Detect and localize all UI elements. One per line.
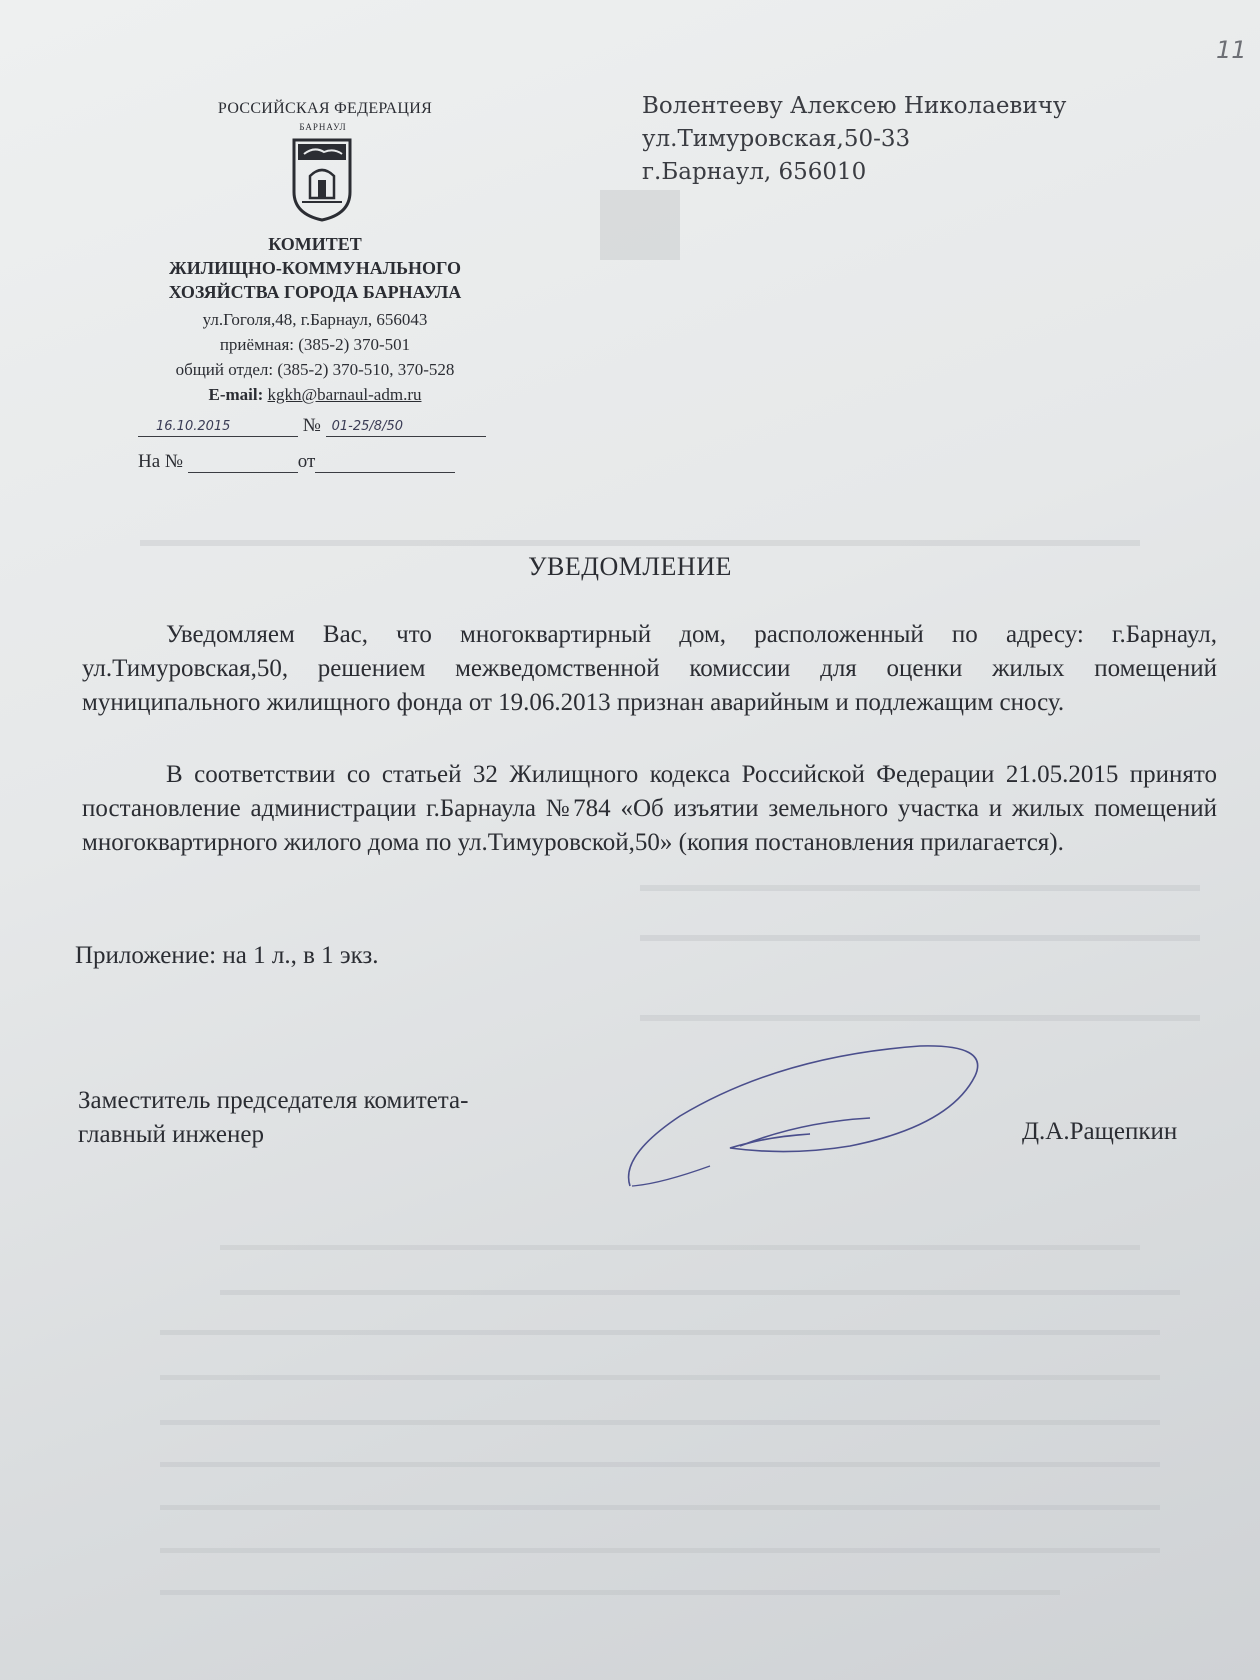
notice-paragraph-2: В соответствии со статьей 32 Жилищного кодекса Российской Федерации 21.05.2015 принято постановление администрации г.Барнаула №784 «Об изъятии земельного участка и жилых помещений многоквартирного жилого дома по ул.Тимуровской,50» (копия постановления прилагается). xyxy=(82,761,1217,856)
position-line-2: главный инженер xyxy=(78,1121,264,1148)
org-line-1: КОМИТЕТ xyxy=(268,234,362,254)
position-line-1: Заместитель председателя комитета- xyxy=(78,1087,469,1114)
coat-of-arms-label: БАРНАУЛ xyxy=(299,122,347,132)
signatory-name: Д.А.Ращепкин xyxy=(1022,1118,1178,1145)
letterhead-country: РОССИЙСКАЯ ФЕДЕРАЦИЯ xyxy=(217,100,433,117)
reply-from: от xyxy=(297,451,316,472)
number-field xyxy=(326,414,486,437)
outgoing-reference xyxy=(138,414,486,437)
date-field xyxy=(138,414,298,437)
notice-paragraph-1: Уведомляем Вас, что многоквартирный дом, расположенный по адресу: г.Барнаул, ул.Тимуровская,50, решением межведомственной комиссии для оценки жилых помещений муниципального жилищного фонда от 19.06.2013 признан аварийным и подлежащим сносу. xyxy=(82,621,1217,716)
number-handwritten: 01-25/8/50 xyxy=(331,419,403,434)
recipient-name: Волентееву Алексею Николаевичу xyxy=(642,93,1067,119)
reply-reference xyxy=(138,450,455,473)
coat-of-arms-icon xyxy=(290,136,354,222)
appendix-note: Приложение: на 1 л., в 1 экз. xyxy=(75,942,379,969)
date-handwritten: 16.10.2015 xyxy=(156,419,231,434)
recipient-block xyxy=(642,90,1066,189)
organization-name xyxy=(120,232,510,304)
recipient-street: ул.Тимуровская,50-33 xyxy=(642,126,911,152)
org-general-dept-phone: общий отдел: (385-2) 370-510, 370-528 xyxy=(175,360,455,379)
number-sign: № xyxy=(302,415,321,436)
reply-date-field xyxy=(315,450,455,473)
reply-prefix: На № xyxy=(138,451,184,472)
email-label: E-mail: xyxy=(208,385,264,404)
page-number-handwritten: 11 xyxy=(1216,36,1247,64)
org-line-3: ХОЗЯЙСТВА ГОРОДА БАРНАУЛА xyxy=(168,282,462,302)
recipient-city: г.Барнаул, 656010 xyxy=(642,159,867,185)
org-line-2: ЖИЛИЩНО-КОММУНАЛЬНОГО xyxy=(168,258,462,278)
signatory-position xyxy=(78,1084,468,1152)
notice-title: УВЕДОМЛЕНИЕ xyxy=(528,552,732,581)
org-email: kgkh@barnaul-adm.ru xyxy=(267,385,422,404)
org-address: ул.Гоголя,48, г.Барнаул, 656043 xyxy=(202,310,428,329)
org-email-line xyxy=(120,382,510,407)
handwritten-signature xyxy=(620,1036,1000,1196)
org-reception-phone: приёмная: (385-2) 370-501 xyxy=(219,335,411,354)
reply-number-field xyxy=(188,450,298,473)
